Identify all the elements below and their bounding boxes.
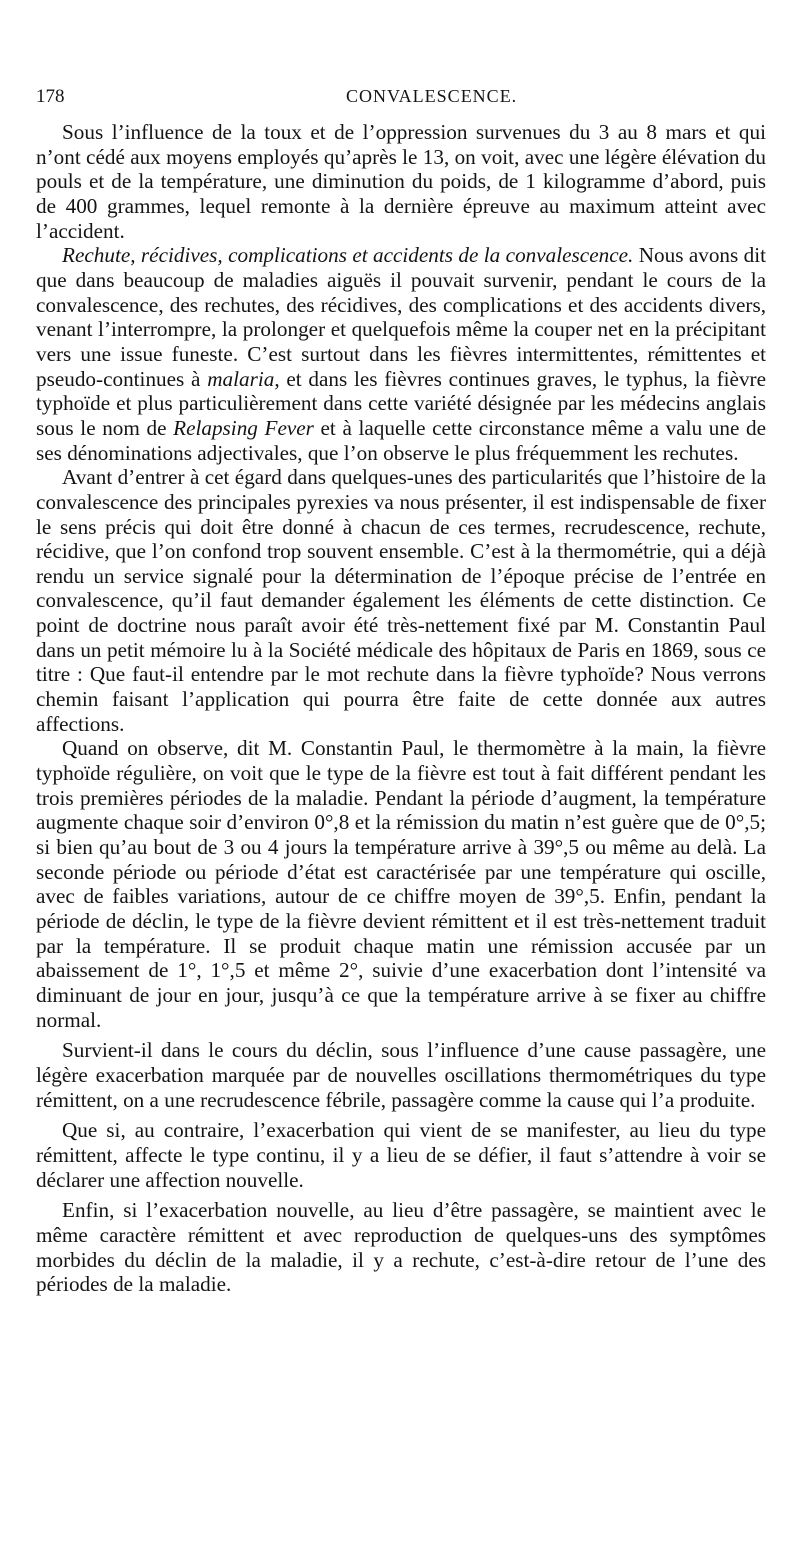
page-header	[36, 86, 766, 116]
paragraph-text: Quand on observe, dit M. Constantin Paul, le thermomètre à la main, la fièvre typhoïde régulière, on voit que le type de la fièvre est tout à fait différent pendant les trois premières périodes de la maladie. Pendant la période d’augment, la température augmente chaque soir d’environ 0°,8 et la rémission du matin n’est guère que de 0°,5; si bien qu’au bout de 3 ou 4 jours la température arrive à 39°,5 ou même au delà. La seconde période ou période d’état est caractérisée par une température qui oscille, avec de faibles variations, autour de ce chiffre moyen de 39°,5. Enfin, pendant la période de déclin, le type de la fièvre devient rémittent et il est très-nettement traduit par la température. Il se produit chaque matin une rémission accusée par un abaissement de 1°, 1°,5 et même 2°, suivie d’une exacerbation dont l’intensité va diminuant de jour en jour, jusqu’à ce que la température arrive à se fixer au chiffre normal.	[36, 736, 766, 1032]
paragraph-text: Enfin, si l’exacerbation nouvelle, au lieu d’être passagère, se maintient avec le même caractère rémittent et avec reproduction de quelques-uns des symptômes morbides du déclin de la maladie, il y a rechute, c’est-à-dire retour de l’une des périodes de la maladie.	[36, 1198, 766, 1297]
paragraph	[36, 1198, 766, 1297]
paragraph	[36, 465, 766, 736]
paragraph-text: Que si, au contraire, l’exacerbation qui vient de se manifester, au lieu du type rémittent, affecte le type continu, il y a lieu de se défier, il faut s’attendre à voir se déclarer une affection nouvelle.	[36, 1118, 766, 1192]
paragraph	[36, 243, 766, 465]
paragraph-text: et à laquelle cette circonstance même a valu une de ses dénominations adjectivales, que l’on observe le plus fréquemment les rechutes.	[36, 415, 767, 465]
paragraph	[36, 120, 766, 243]
paragraph	[36, 736, 766, 1032]
page-number: 178	[36, 86, 65, 107]
italic-term: Relapsing Fever	[173, 415, 314, 440]
section-heading: Rechute, récidives, complications et accidents de la convalescence.	[62, 243, 634, 268]
paragraph-text: Survient-il dans le cours du déclin, sous l’influence d’une cause passagère, une légère exacerbation marquée par de nouvelles oscillations thermométriques du type rémittent, on a une recrudescence fébrile, passagère comme la cause qui l’a produite.	[36, 1038, 766, 1112]
italic-term: malaria	[207, 366, 275, 391]
paragraph	[36, 1118, 766, 1192]
paragraph	[36, 1038, 766, 1112]
paragraph-text: Avant d’entrer à cet égard dans quelques-unes des particularités que l’histoire de la convalescence des principales pyrexies va nous présenter, il est indispensable de fixer le sens précis qui doit être donné à chacun de ces termes, recrudescence, rechute, récidive, que l’on confond trop souvent ensemble. C’est à la thermométrie, qui a déjà rendu un service signalé pour la détermination de l’époque précise de l’entrée en convalescence, qu’il faut demander également les éléments de cette distinction. Ce point de doctrine nous paraît avoir été très-nettement fixé par M. Constantin Paul dans un petit mémoire lu à la Société médicale des hôpitaux de Paris en 1869, sous ce titre : Que faut-il entendre par le mot rechute dans la fièvre typhoïde? Nous verrons chemin faisant l’application qui pourra être faite de cette donnée aux autres affections.	[36, 465, 766, 736]
paragraph-text: , et dans les fièvres continues graves, le typhus, la fièvre typhoïde et plus particulièrement dans cette variété désignée par les médecins anglais sous le nom de	[36, 366, 767, 440]
paragraph-text: Nous avons dit que dans beaucoup de maladies aiguës il pouvait survenir, pendant le cours de la convalescence, des rechutes, des récidives, des complications et des accidents divers, venant l’interrompre, la prolonger et quelquefois même la couper net en la précipitant vers une issue funeste. C’est surtout dans les fièvres intermittentes, rémittentes et pseudo-continues à	[36, 243, 767, 391]
running-head: CONVALESCENCE.	[346, 86, 518, 106]
paragraph-text: Sous l’influence de la toux et de l’oppression survenues du 3 au 8 mars et qui n’ont cédé aux moyens employés qu’après le 13, on voit, avec une légère élévation du pouls et de la température, une diminution du poids, de 1 kilogramme d’abord, puis de 400 grammes, lequel remonte à la dernière épreuve au maximum atteint avec l’accident.	[36, 120, 766, 243]
body-text	[36, 120, 766, 1297]
